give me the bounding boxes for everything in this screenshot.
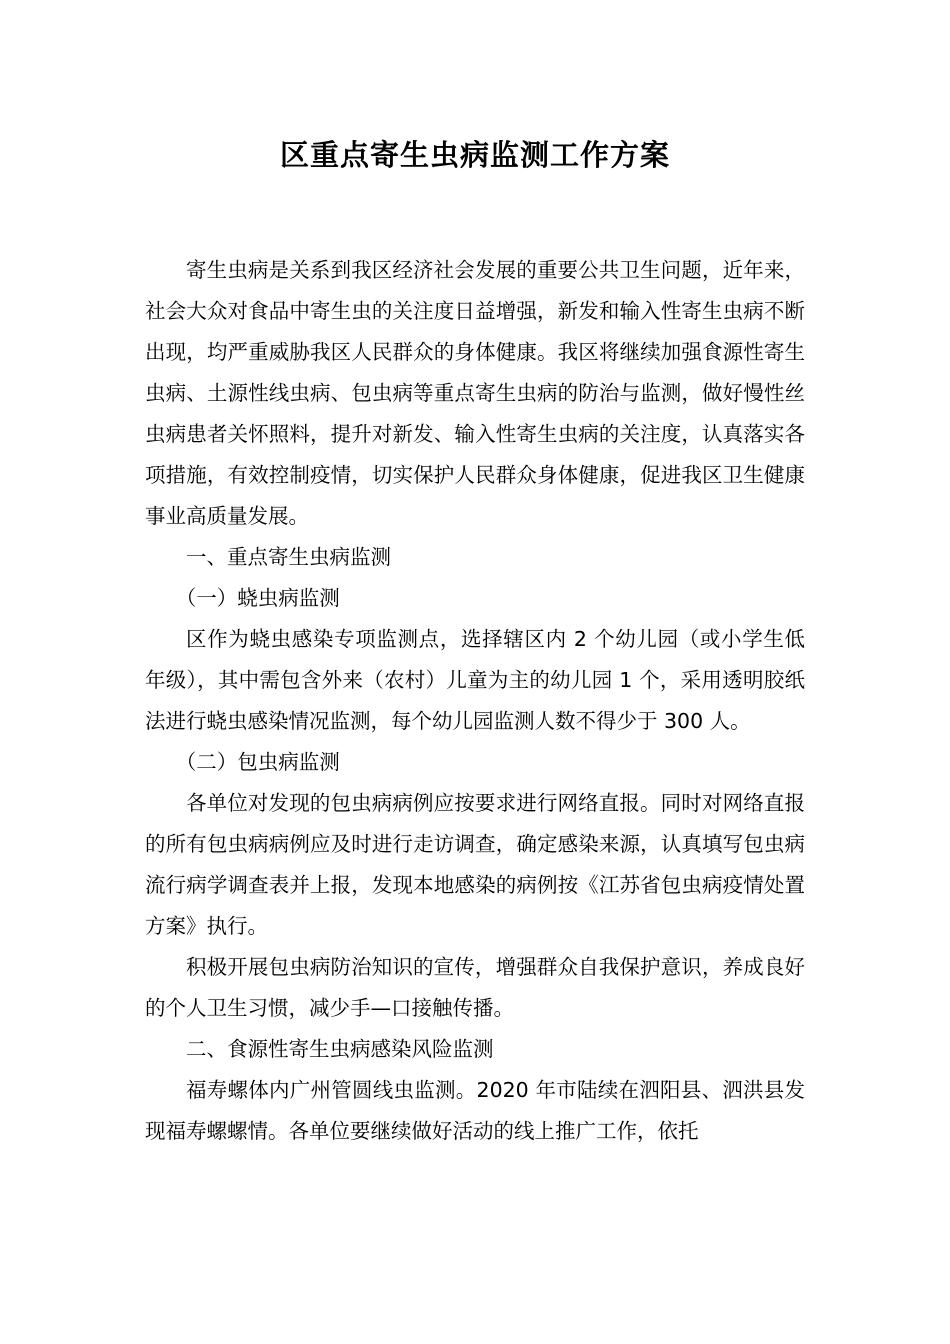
document-title: 区重点寄生虫病监测工作方案 [279,138,670,172]
section-heading-1: 一、重点寄生虫病监测 [186,545,391,569]
subsection-heading-2: （二）包虫病监测 [175,750,340,774]
pinworm-paragraph: 区作为蛲虫感染专项监测点，选择辖区内 2 个幼儿园（或小学生低年级），其中需包含外来（农村）儿童为主的幼儿园 1 个，采用透明胶纸法进行蛲虫感染情况监测，每个幼儿园监测人数不得少于 300 人。 [145,627,805,733]
echinococcosis-paragraph: 各单位对发现的包虫病病例应按要求进行网络直报。同时对网络直报的所有包虫病病例应及时进行走访调查，确定感染来源，认真填写包虫病流行病学调查表并上报，发现本地感染的病例按《江苏省包虫病疫情处置方案》执行。 [145,791,805,938]
snail-paragraph: 福寿螺体内广州管圆线虫监测。2020 年市陆续在泗阳县、泗洪县发现福寿螺螺情。各单位要继续做好活动的线上推广工作，依托 [145,1078,805,1143]
publicity-paragraph: 积极开展包虫病防治知识的宣传，增强群众自我保护意识，养成良好的个人卫生习惯，减少手—口接触传播。 [145,955,805,1020]
section-heading-2: 二、食源性寄生虫病感染风险监测 [186,1037,494,1061]
subsection-heading-1: （一）蛲虫病监测 [175,586,340,610]
document-body [145,250,805,1152]
intro-paragraph: 寄生虫病是关系到我区经济社会发展的重要公共卫生问题，近年来，社会大众对食品中寄生虫的关注度日益增强，新发和输入性寄生虫病不断出现，均严重威胁我区人民群众的身体健康。我区将继续加强食源性寄生虫病、土源性线虫病、包虫病等重点寄生虫病的防治与监测，做好慢性丝虫病患者关怀照料，提升对新发、输入性寄生虫病的关注度，认真落实各项措施，有效控制疫情，切实保护人民群众身体健康，促进我区卫生健康事业高质量发展。 [145,258,805,528]
